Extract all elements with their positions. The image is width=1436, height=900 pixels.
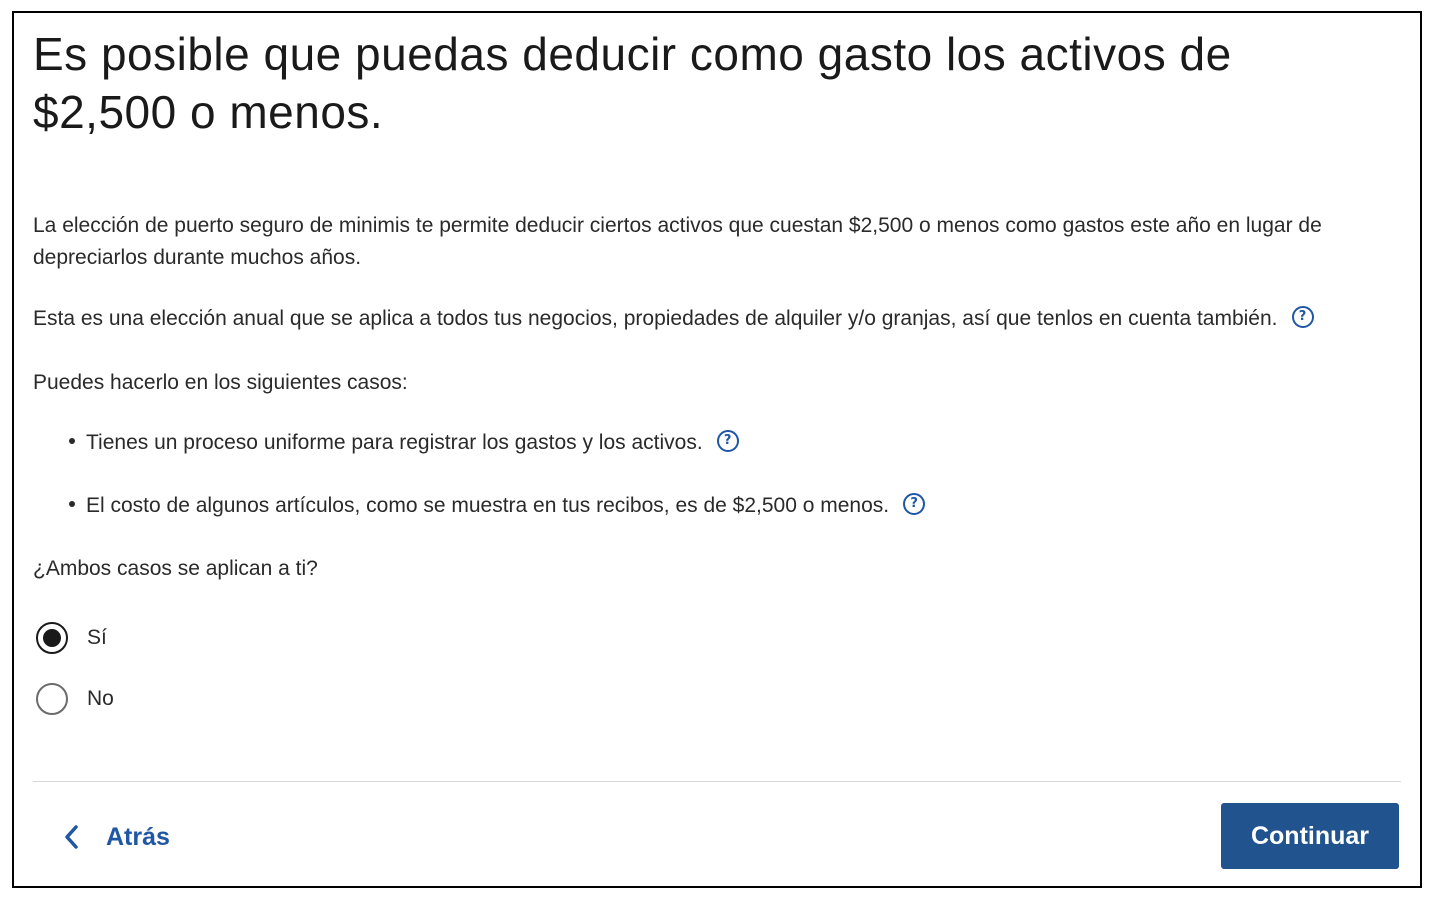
bullet-text: El costo de algunos artículos, como se muestra en tus recibos, es de $2,500 o menos. — [86, 494, 890, 517]
bullet-icon — [69, 438, 75, 444]
bullet-text: Tienes un proceso uniforme para registrar los gastos y los activos. — [86, 431, 703, 454]
footer-divider — [33, 781, 1401, 782]
help-icon[interactable]: ? — [717, 430, 739, 452]
annual-election-text: Esta es una elección anual que se aplica a todos tus negocios, propiedades de alquiler y/o granjas, así que tenlos en cuenta también. — [33, 307, 1278, 330]
chevron-left-icon — [62, 824, 82, 850]
back-button[interactable] — [62, 815, 170, 859]
bullet-icon — [69, 501, 75, 507]
annual-election-paragraph — [33, 303, 1314, 335]
question-text: ¿Ambos casos se aplican a ti? — [33, 557, 318, 580]
list-item — [69, 490, 925, 522]
radio-option-no[interactable] — [36, 681, 114, 717]
radio-option-yes[interactable] — [36, 620, 107, 656]
radio-label-yes: Sí — [87, 626, 107, 649]
help-icon[interactable]: ? — [903, 493, 925, 515]
page-title: Es posible que puedas deducir como gasto los activos de $2,500 o menos. — [33, 28, 1232, 138]
list-item — [69, 427, 739, 459]
dialog-frame — [12, 11, 1422, 888]
back-button-label: Atrás — [106, 822, 170, 851]
help-icon[interactable]: ? — [1292, 306, 1314, 328]
radio-button-yes[interactable] — [36, 622, 68, 654]
continue-button[interactable]: Continuar — [1221, 803, 1399, 869]
cases-intro-text: Puedes hacerlo en los siguientes casos: — [33, 371, 408, 394]
radio-label-no: No — [87, 687, 114, 710]
radio-button-no[interactable] — [36, 683, 68, 715]
intro-paragraph: La elección de puerto seguro de minimis te permite deducir ciertos activos que cuestan $2,500 o menos como gastos este año en lugar de depreciarlos durante muchos años. — [33, 214, 1322, 269]
